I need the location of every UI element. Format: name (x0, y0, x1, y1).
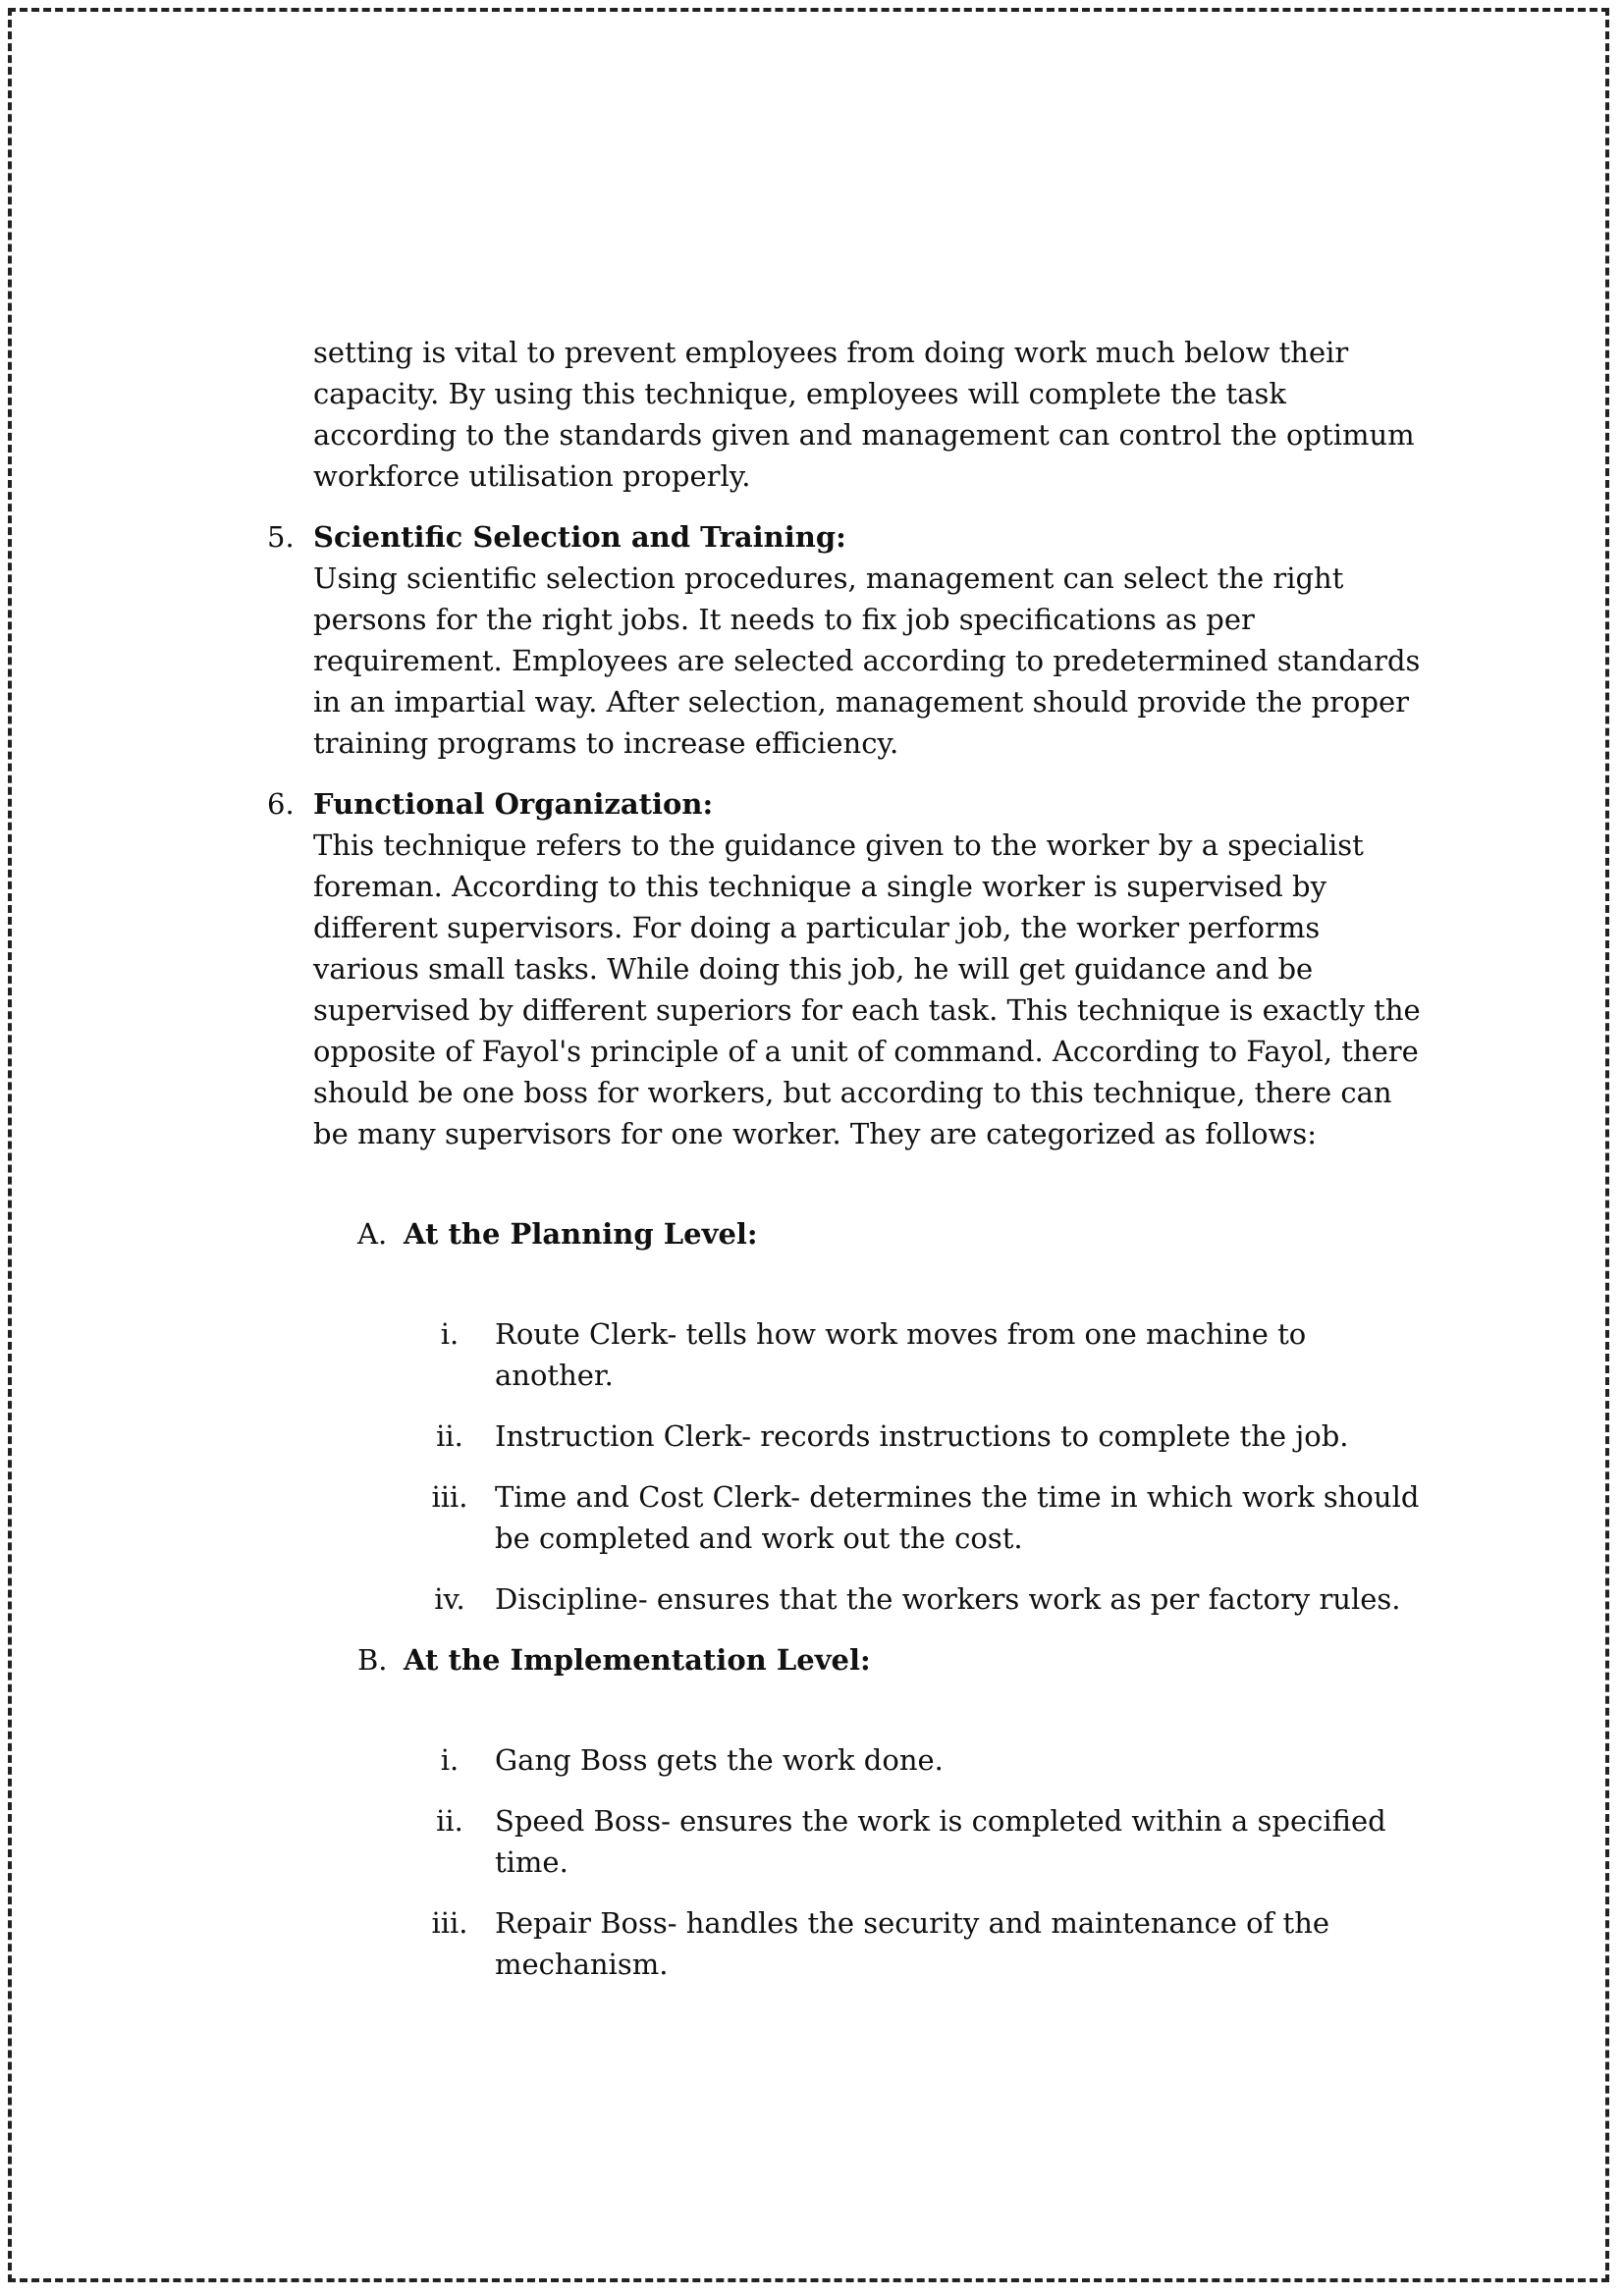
roman-number: i. (440, 1317, 460, 1351)
sub-heading-implementation (357, 1639, 1426, 1681)
point-text: Instruction Clerk- records instructions to complete the job. (495, 1419, 1349, 1453)
roman-number: i. (440, 1743, 460, 1777)
list-item (405, 1313, 1426, 1396)
item-paragraph: Using scientific selection procedures, management can select the right persons for the right jobs. It needs to fix job specifications as per requirement. Employees are selected according to predetermined standards in an impartial way. After selection, management should provide the proper training programs to increase efficiency. (313, 561, 1421, 760)
implementation-points (405, 1739, 1426, 1985)
point-text: Discipline- ensures that the workers work as per factory rules. (495, 1582, 1401, 1616)
item-heading: Functional Organization: (313, 787, 714, 821)
item-body (313, 783, 1426, 1154)
list-item (405, 1476, 1426, 1559)
item-heading: Scientific Selection and Training: (313, 520, 846, 554)
item-number: 6. (267, 787, 295, 821)
roman-number: ii. (436, 1419, 463, 1453)
list-item (405, 1415, 1426, 1457)
list-item (405, 1578, 1426, 1620)
intro-paragraph: setting is vital to prevent employees from doing work much below their capacity. By using this technique, employees will complete the task according to the standards given and management can control the optimum workforce utilisation properly. (313, 336, 1415, 493)
planning-points (405, 1313, 1426, 1620)
item-body (313, 516, 1426, 764)
sub-heading-text: At the Planning Level: (404, 1217, 758, 1251)
sub-heading-planning (357, 1213, 1426, 1255)
item-number: 5. (267, 520, 295, 554)
list-item-6 (267, 783, 1426, 1154)
item-paragraph: This technique refers to the guidance given to the worker by a specialist foreman. According to this technique a single worker is supervised by different supervisors. For doing a particular job, the worker performs various small tasks. While doing this job, he will get guidance and be supervised by different superiors for each task. This technique is exactly the opposite of Fayol's principle of a unit of command. According to Fayol, there should be one boss for workers, but according to this technique, there can be many supervisors for one worker. They are categorized as follows: (313, 828, 1421, 1150)
point-text: Gang Boss gets the work done. (495, 1743, 944, 1777)
roman-number: iii. (431, 1480, 468, 1514)
point-text: Time and Cost Clerk- determines the time in which work should be completed and work out the cost. (495, 1480, 1420, 1555)
list-item (405, 1739, 1426, 1781)
point-text: Speed Boss- ensures the work is completed within a specified time. (495, 1804, 1386, 1879)
point-text: Route Clerk- tells how work moves from one machine to another. (495, 1317, 1307, 1392)
list-item (405, 1800, 1426, 1883)
sub-heading-text: At the Implementation Level: (404, 1643, 871, 1677)
point-text: Repair Boss- handles the security and maintenance of the mechanism. (495, 1906, 1330, 1981)
sub-letter: A. (357, 1217, 388, 1251)
roman-number: ii. (436, 1804, 463, 1838)
sub-letter: B. (357, 1643, 388, 1677)
list-item (405, 1902, 1426, 1985)
roman-number: iv. (434, 1582, 465, 1616)
roman-number: iii. (431, 1906, 468, 1940)
list-item-5 (267, 516, 1426, 764)
document-body (267, 332, 1426, 2004)
